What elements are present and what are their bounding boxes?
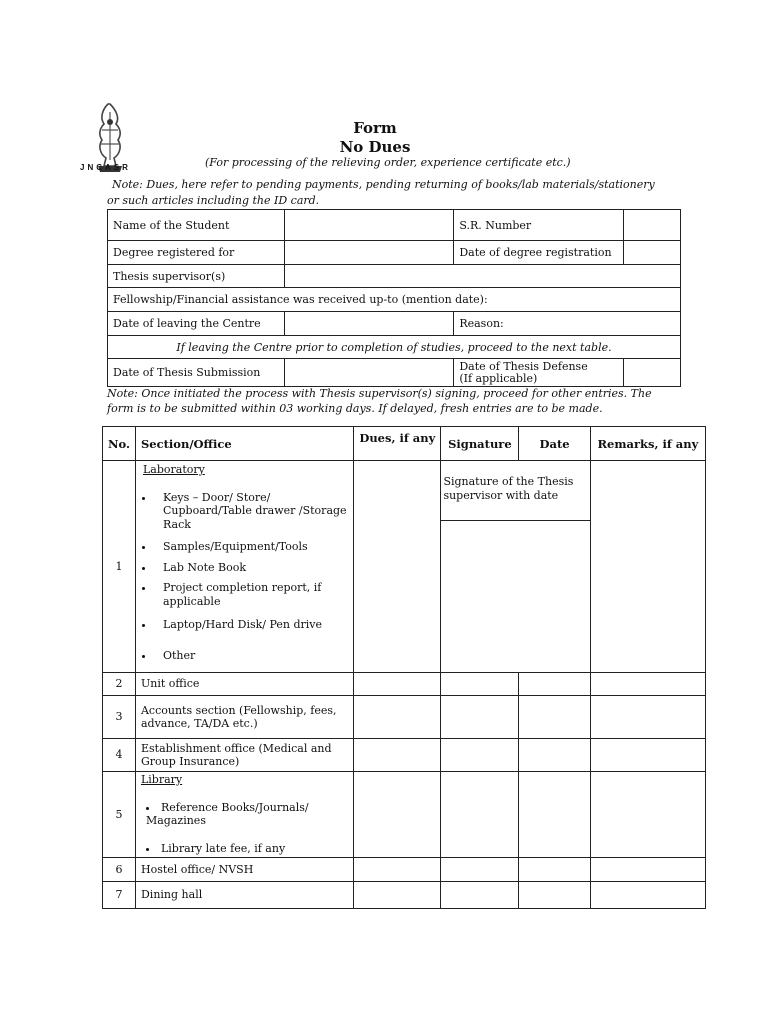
lab-item-other: • Other bbox=[155, 649, 348, 663]
lab-item-samples: • Samples/Equipment/Tools bbox=[155, 540, 348, 554]
lab-section bbox=[135, 461, 353, 673]
unit-office-dues[interactable] bbox=[354, 673, 441, 696]
dining-dues[interactable] bbox=[354, 882, 441, 909]
note2-line-2: form is to be submitted within 03 working days. If delayed, fresh entries are to be made. bbox=[107, 402, 603, 415]
thesis-submission-field[interactable] bbox=[284, 359, 454, 387]
row-no-6: 6 bbox=[103, 858, 136, 882]
reason-field[interactable]: Reason: bbox=[454, 312, 681, 336]
library-date[interactable] bbox=[519, 772, 590, 858]
row-no-3: 3 bbox=[103, 696, 136, 739]
col-date: Date bbox=[519, 427, 590, 461]
section-hostel: Hostel office/ NVSH bbox=[135, 858, 353, 882]
library-section bbox=[135, 772, 353, 858]
library-remarks[interactable] bbox=[590, 772, 705, 858]
thesis-defense-field[interactable] bbox=[624, 359, 681, 387]
sr-number-label: S.R. Number bbox=[454, 210, 624, 241]
degree-date-label: Date of degree registration bbox=[454, 241, 624, 265]
accounts-signature[interactable] bbox=[441, 696, 519, 739]
dues-table bbox=[102, 426, 706, 909]
degree-label: Degree registered for bbox=[108, 241, 285, 265]
hostel-dues[interactable] bbox=[354, 858, 441, 882]
col-signature: Signature bbox=[441, 427, 519, 461]
col-no: No. bbox=[103, 427, 136, 461]
section-accounts: Accounts section (Fellowship, fees, advance, TA/DA etc.) bbox=[135, 696, 353, 739]
form-subtitle-no-dues: No Dues bbox=[339, 138, 411, 156]
supervisor-signature-field[interactable] bbox=[441, 521, 590, 673]
col-remarks: Remarks, if any bbox=[590, 427, 705, 461]
thesis-defense-label-line1: Date of Thesis Defense bbox=[459, 359, 588, 373]
dining-remarks[interactable] bbox=[590, 882, 705, 909]
thesis-defense-label bbox=[454, 359, 624, 387]
logo-text: JNCASR bbox=[80, 163, 131, 172]
lab-item-keys: • Keys – Door/ Store/ Cupboard/Table drawer /Storage Rack bbox=[155, 491, 348, 532]
library-dues[interactable] bbox=[354, 772, 441, 858]
unit-office-signature[interactable] bbox=[441, 673, 519, 696]
section-establishment: Establishment office (Medical and Group Insurance) bbox=[135, 739, 353, 772]
library-item-books: • Reference Books/Journals/ Magazines bbox=[146, 801, 348, 828]
establishment-date[interactable] bbox=[519, 739, 590, 772]
degree-field[interactable] bbox=[284, 241, 454, 265]
section-unit-office: Unit office bbox=[135, 673, 353, 696]
thesis-submission-label: Date of Thesis Submission bbox=[108, 359, 285, 387]
leaving-date-label: Date of leaving the Centre bbox=[108, 312, 285, 336]
leaving-note: If leaving the Centre prior to completion of studies, proceed to the next table. bbox=[108, 336, 681, 359]
row-no-4: 4 bbox=[103, 739, 136, 772]
hostel-signature[interactable] bbox=[441, 858, 519, 882]
accounts-remarks[interactable] bbox=[590, 696, 705, 739]
hostel-date[interactable] bbox=[519, 858, 590, 882]
library-signature[interactable] bbox=[441, 772, 519, 858]
unit-office-date[interactable] bbox=[519, 673, 590, 696]
lab-item-report: • Project completion report, if applicable bbox=[155, 581, 348, 608]
note-line-1: Note: Dues, here refer to pending payments, pending returning of books/lab materials/stationery bbox=[112, 178, 655, 191]
fellowship-field[interactable]: Fellowship/Financial assistance was received up-to (mention date): bbox=[108, 288, 681, 312]
lab-item-laptop: • Laptop/Hard Disk/ Pen drive bbox=[155, 618, 348, 632]
establishment-remarks[interactable] bbox=[590, 739, 705, 772]
library-item-late-fee: • Library late fee, if any bbox=[146, 842, 348, 856]
form-title: Form bbox=[353, 119, 397, 137]
supervisor-label: Thesis supervisor(s) bbox=[108, 265, 285, 288]
note2-line-1: Note: Once initiated the process with Thesis supervisor(s) signing, proceed for other entries. The bbox=[107, 387, 652, 400]
library-heading: Library bbox=[140, 773, 183, 786]
unit-office-remarks[interactable] bbox=[590, 673, 705, 696]
lab-remarks-field[interactable] bbox=[590, 461, 705, 673]
supervisor-field[interactable] bbox=[284, 265, 680, 288]
degree-date-field[interactable] bbox=[624, 241, 681, 265]
section-dining: Dining hall bbox=[135, 882, 353, 909]
accounts-dues[interactable] bbox=[354, 696, 441, 739]
hostel-remarks[interactable] bbox=[590, 858, 705, 882]
accounts-date[interactable] bbox=[519, 696, 590, 739]
lab-dues-field[interactable] bbox=[354, 461, 441, 673]
leaving-date-field[interactable] bbox=[284, 312, 454, 336]
col-dues: Dues, if any bbox=[354, 427, 441, 461]
supervisor-signature-label: Signature of the Thesis supervisor with date bbox=[441, 461, 590, 521]
establishment-dues[interactable] bbox=[354, 739, 441, 772]
sr-number-field[interactable] bbox=[624, 210, 681, 241]
dining-signature[interactable] bbox=[441, 882, 519, 909]
establishment-signature[interactable] bbox=[441, 739, 519, 772]
col-section: Section/Office bbox=[135, 427, 353, 461]
lab-heading: Laboratory bbox=[142, 463, 205, 476]
row-no-7: 7 bbox=[103, 882, 136, 909]
row-no-1: 1 bbox=[103, 461, 136, 673]
row-no-2: 2 bbox=[103, 673, 136, 696]
student-details-table bbox=[107, 209, 681, 387]
form-purpose: (For processing of the relieving order, experience certificate etc.) bbox=[205, 156, 571, 169]
student-name-field[interactable] bbox=[284, 210, 454, 241]
lab-item-notebook: • Lab Note Book bbox=[155, 561, 348, 575]
thesis-defense-label-line2: (If applicable) bbox=[459, 371, 538, 385]
dining-date[interactable] bbox=[519, 882, 590, 909]
row-no-5: 5 bbox=[103, 772, 136, 858]
student-name-label: Name of the Student bbox=[108, 210, 285, 241]
note-line-2: or such articles including the ID card. bbox=[107, 194, 320, 207]
